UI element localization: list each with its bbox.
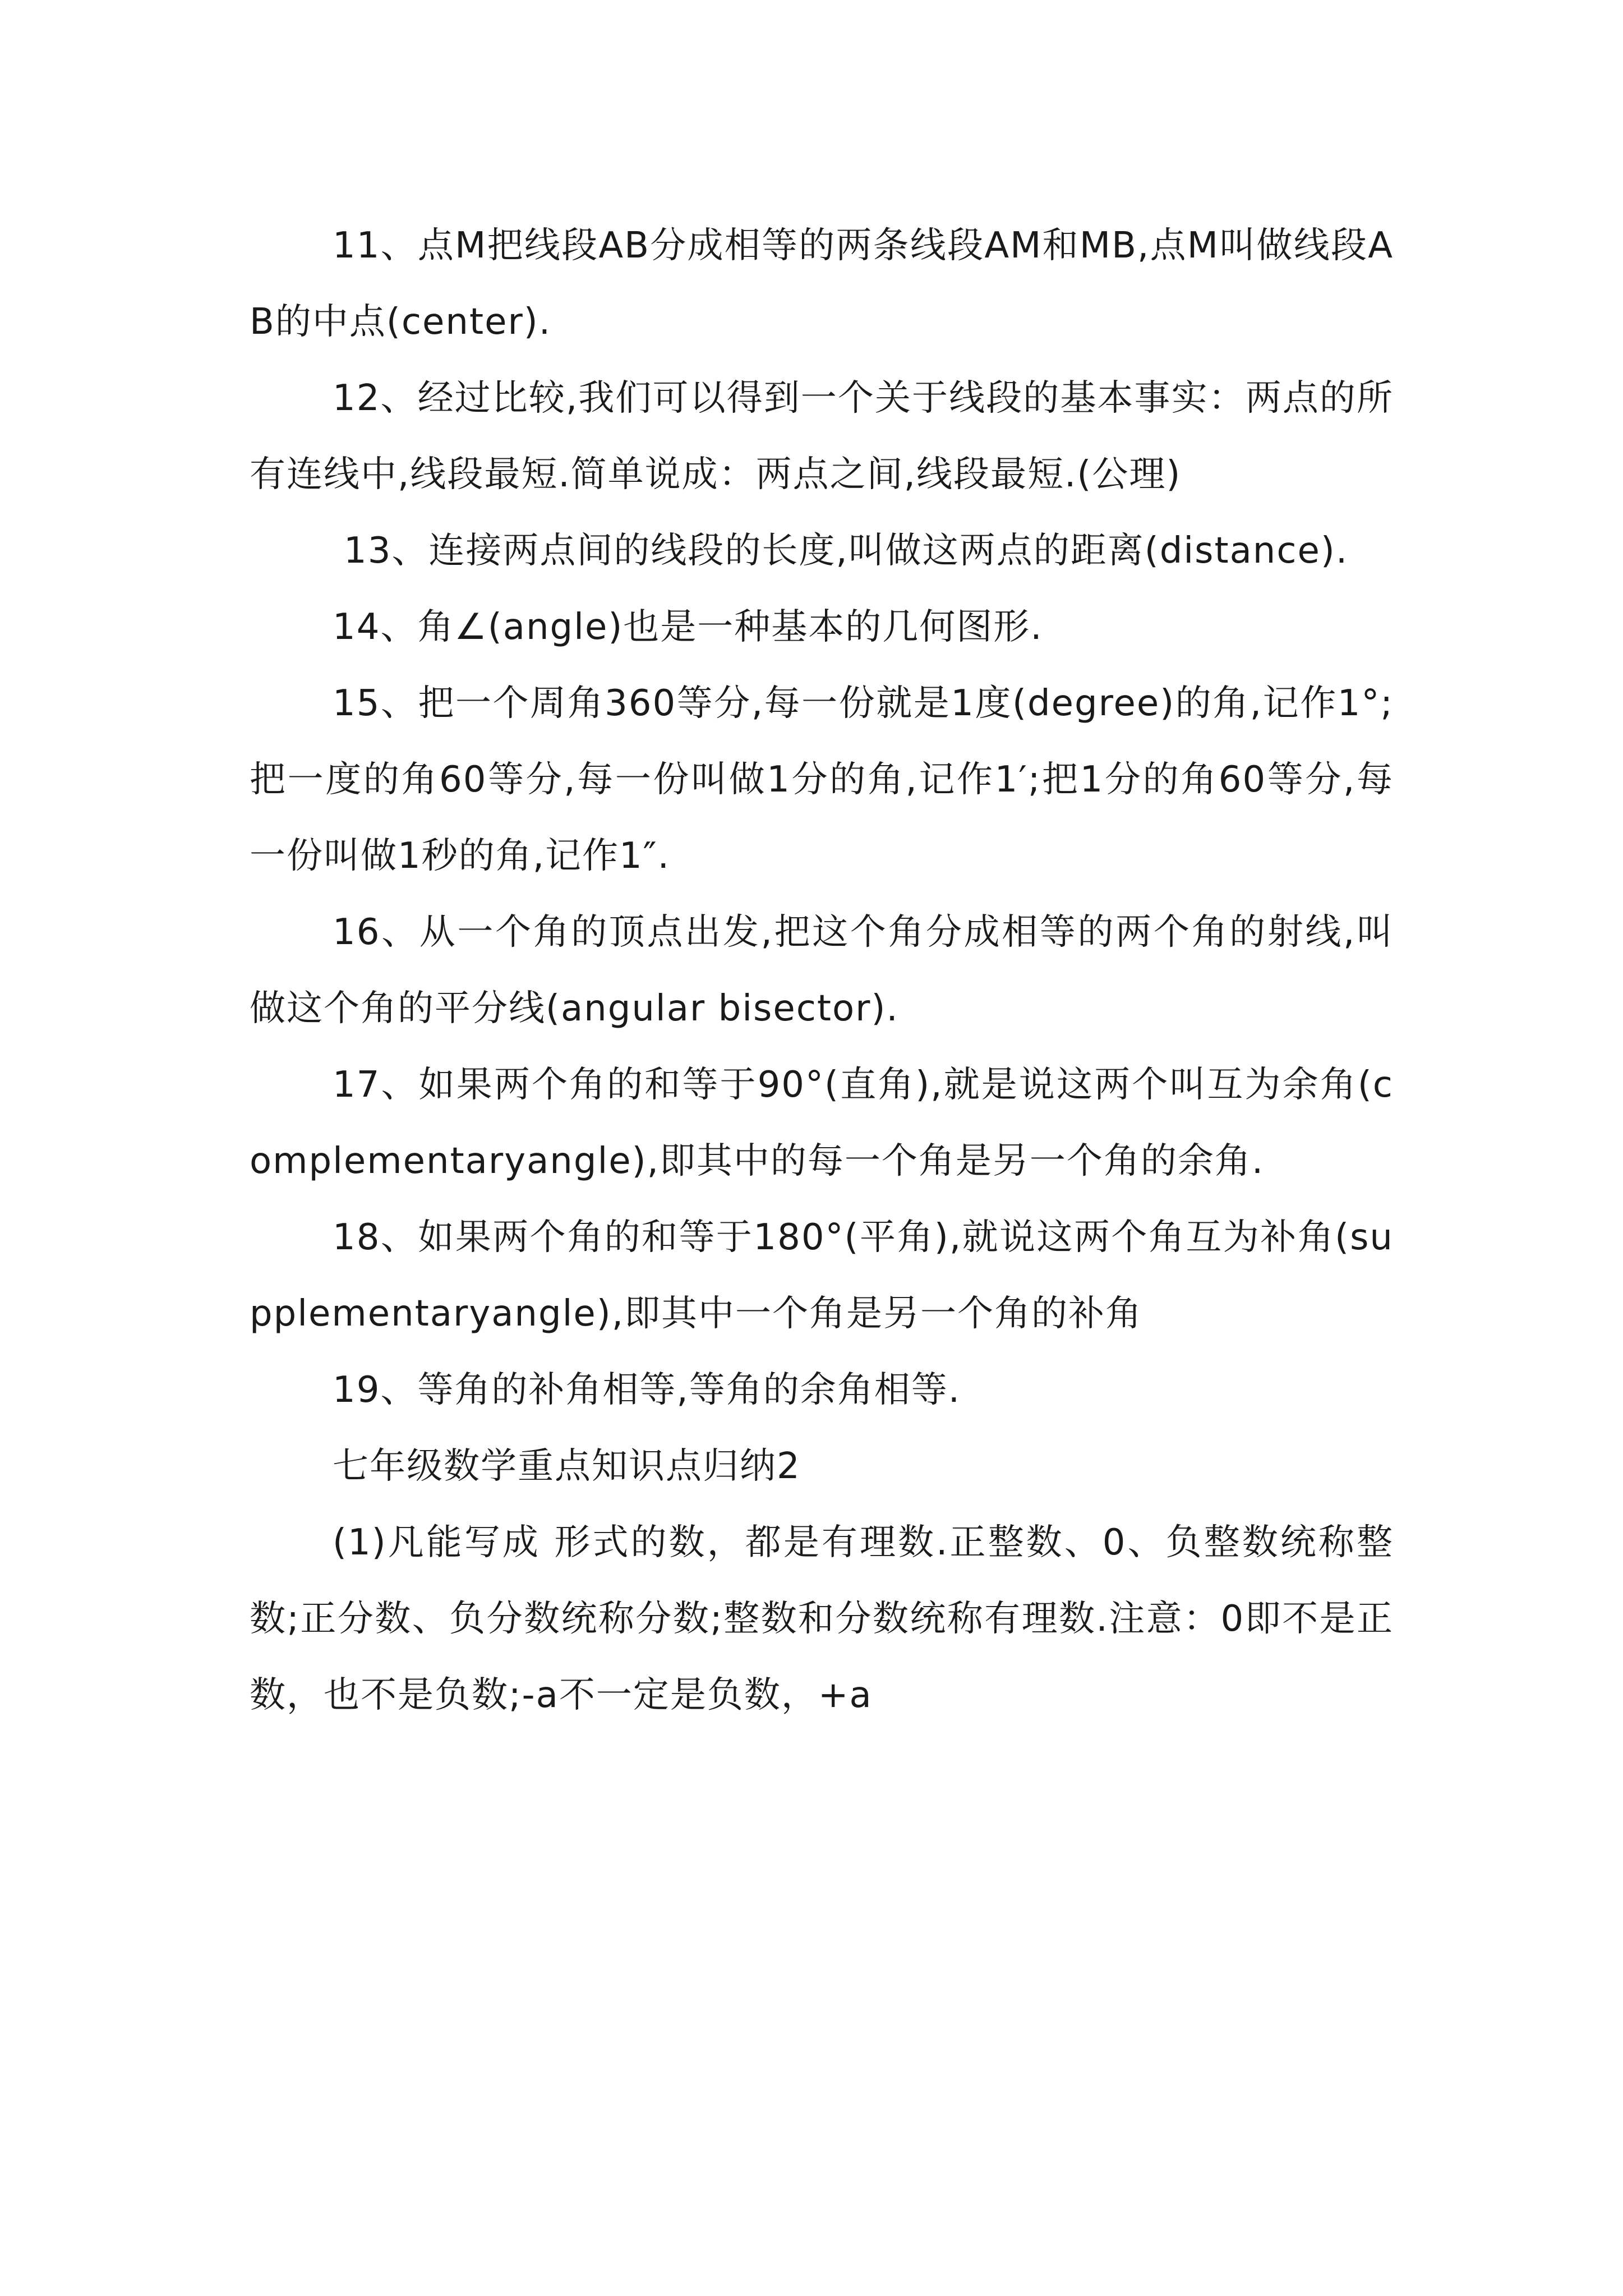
paragraph-item-19: 19、等角的补角相等,等角的余角相等. [333,1369,961,1411]
paragraph-item-17: 17、如果两个角的和等于90°(直角),就是说这两个叫互为余角(complementaryangle),即其中的每一个角是另一个角的余角. [250,1064,1394,1182]
paragraph-item-11: 11、点M把线段AB分成相等的两条线段AM和MB,点M叫做线段AB的中点(center). [250,225,1394,343]
paragraph-rational-numbers: (1)凡能写成 形式的数，都是有理数.正整数、0、负整数统称整数;正分数、负分数统称分数;整数和分数统称有理数.注意：0即不是正数，也不是负数;-a不一定是负数，+a [250,1522,1394,1716]
paragraph-item-12: 12、经过比较,我们可以得到一个关于线段的基本事实：两点的所有连线中,线段最短.简单说成：两点之间,线段最短.(公理) [250,378,1394,495]
paragraph-item-18: 18、如果两个角的和等于180°(平角),就说这两个角互为补角(supplementaryangle),即其中一个角是另一个角的补角 [250,1217,1394,1335]
paragraph-item-13: 13、连接两点间的线段的长度,叫做这两点的距离(distance). [344,530,1349,572]
paragraph-item-14: 14、角∠(angle)也是一种基本的几何图形. [333,606,1043,648]
section-heading: 七年级数学重点知识点归纳2 [333,1446,801,1487]
paragraph-item-15: 15、把一个周角360等分,每一份就是1度(degree)的角,记作1°;把一度的角60等分,每一份叫做1分的角,记作1′;把1分的角60等分,每一份叫做1秒的角,记作1″. [250,683,1394,877]
document-page [250,208,1394,1733]
paragraph-item-16: 16、从一个角的顶点出发,把这个角分成相等的两个角的射线,叫做这个角的平分线(angular bisector). [250,912,1394,1029]
